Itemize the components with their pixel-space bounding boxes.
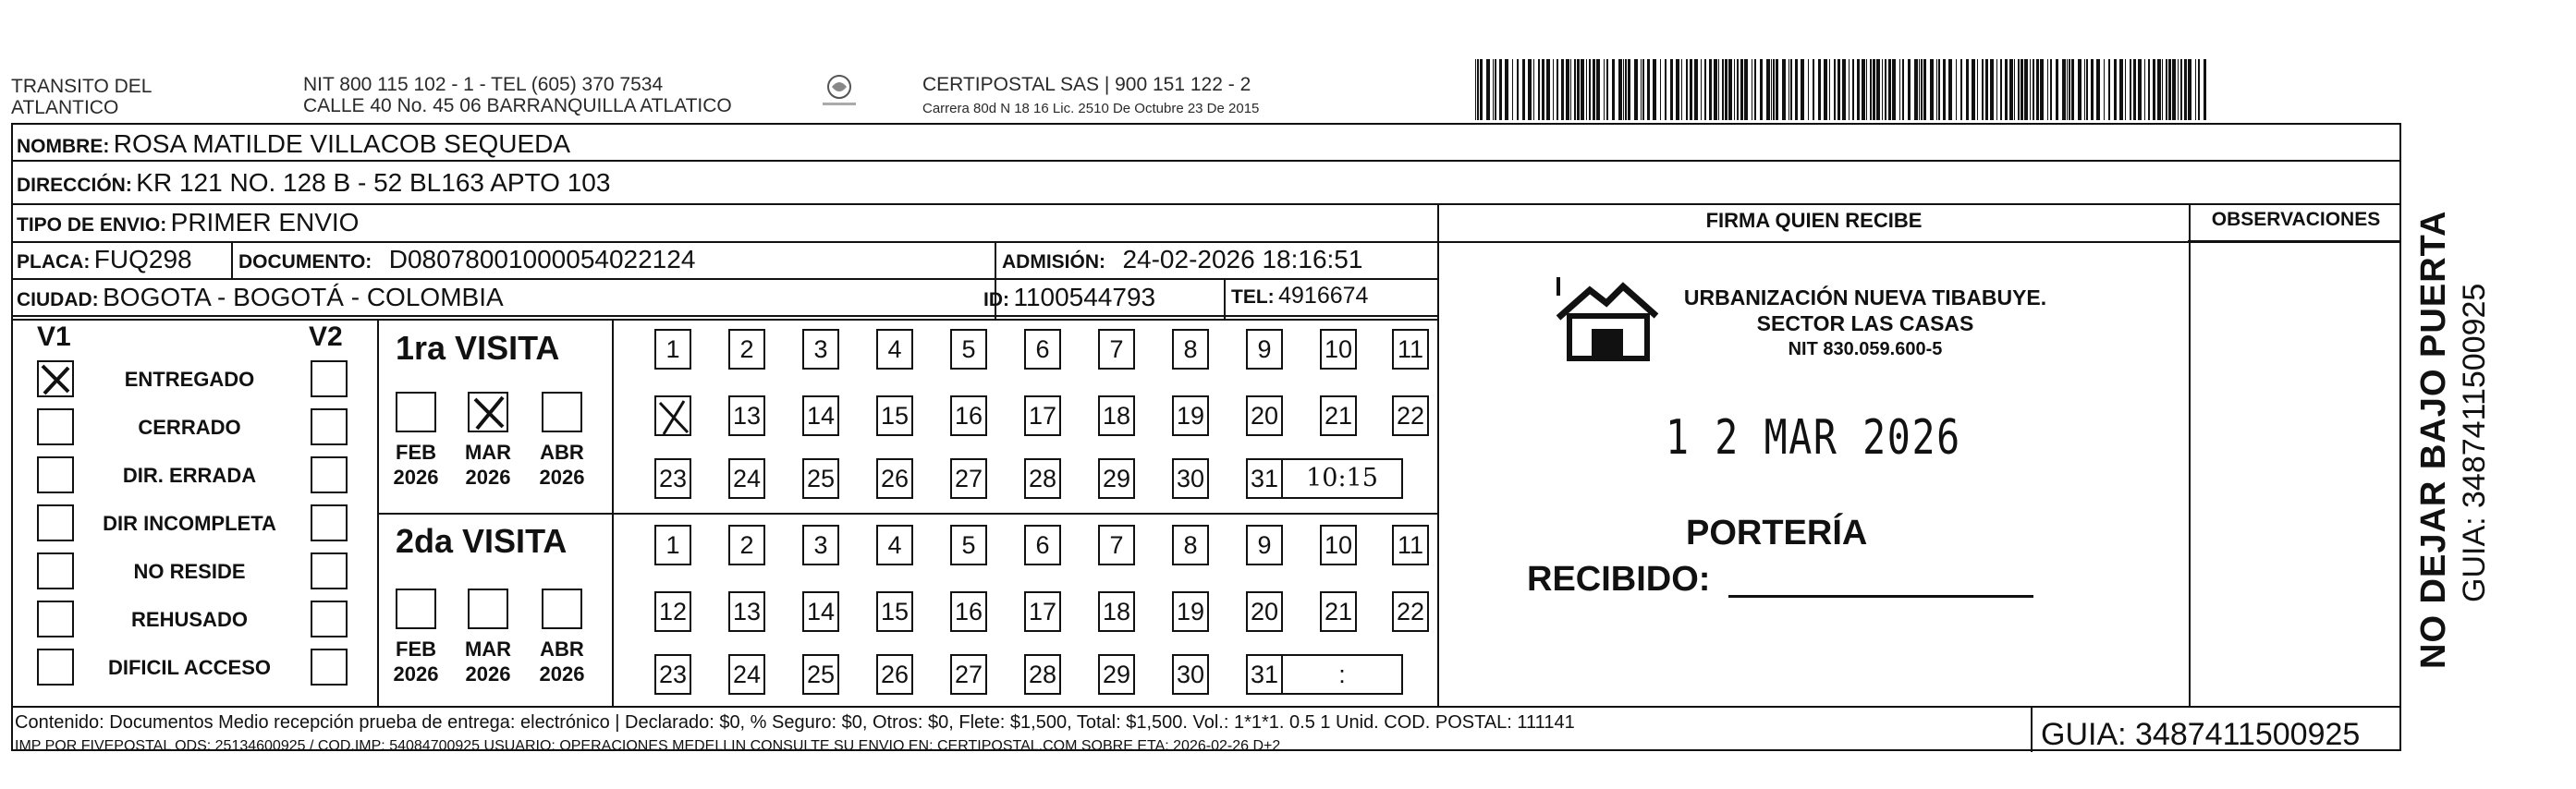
day-cell[interactable]: 29: [1098, 458, 1135, 499]
day-cell[interactable]: 31: [1246, 458, 1283, 499]
month-checkbox[interactable]: [468, 392, 508, 432]
nombre-value: ROSA MATILDE VILLACOB SEQUEDA: [113, 129, 571, 158]
month-year: 2026: [465, 466, 511, 489]
v2-checkbox[interactable]: [311, 649, 348, 686]
nit-line: NIT 800 115 102 - 1 - TEL (605) 370 7534: [303, 74, 664, 95]
day-cell[interactable]: 4: [876, 329, 913, 370]
day-cell[interactable]: 19: [1172, 395, 1209, 436]
day-cell[interactable]: 2: [728, 329, 765, 370]
company-block: [922, 74, 1259, 116]
month-caption: [451, 637, 525, 686]
day-cell[interactable]: 9: [1246, 329, 1283, 370]
day-cell[interactable]: 22: [1392, 591, 1429, 632]
guia-vertical: GUIA: 3487411500925: [2457, 283, 2492, 602]
month-checkbox[interactable]: [396, 392, 436, 432]
placa-row: [17, 245, 192, 274]
visit-1-title: 1ra VISITA: [396, 329, 560, 367]
month-checkbox[interactable]: [396, 589, 436, 629]
day-cell[interactable]: 5: [950, 329, 987, 370]
day-cell[interactable]: 12: [654, 591, 691, 632]
day-cell[interactable]: 21: [1320, 395, 1357, 436]
day-cell[interactable]: 3: [802, 329, 839, 370]
documento-value: D08078001000054022124: [388, 245, 696, 273]
v1-checkbox[interactable]: [37, 408, 74, 445]
day-cell[interactable]: 17: [1024, 395, 1061, 436]
status-label: REHUSADO: [131, 608, 248, 631]
day-cell[interactable]: 13: [728, 395, 765, 436]
tel-label: TEL:: [1231, 286, 1275, 308]
tipo-envio-value: PRIMER ENVIO: [170, 208, 360, 237]
day-cell[interactable]: 28: [1024, 458, 1061, 499]
ciudad-row: [17, 283, 504, 312]
footer-contenido: Contenido: Documentos Medio recepción prueba de entrega: electrónico | Declarado: $0, % Seguro: $0, Otros: $0, Flete: $1,500, Total: $1,500. Vol.: 1*1*1. 0.5 1 Unid. COD. POSTAL: 111141: [15, 712, 1575, 733]
day-cell[interactable]: 28: [1024, 654, 1061, 695]
day-cell[interactable]: 19: [1172, 591, 1209, 632]
id-row: [983, 283, 1155, 312]
month-label: FEB: [396, 637, 436, 661]
receiver-stamp: [1662, 285, 2069, 362]
v2-header: V2: [309, 322, 343, 352]
nombre-label: NOMBRE:: [17, 136, 110, 157]
v2-checkbox[interactable]: [311, 360, 348, 397]
v2-checkbox[interactable]: [311, 552, 348, 589]
no-dejar-bajo-puerta: NO DEJAR BAJO PUERTA: [2414, 210, 2453, 669]
time-field[interactable]: :: [1281, 654, 1403, 695]
day-cell[interactable]: 24: [728, 654, 765, 695]
v2-checkbox[interactable]: [311, 408, 348, 445]
company-address: Carrera 80d N 18 16 Lic. 2510 De Octubre 23 De 2015: [922, 101, 1260, 116]
day-cell[interactable]: 27: [950, 654, 987, 695]
issuer-line-1: TRANSITO DEL: [11, 76, 153, 97]
stamp-line-3: NIT 830.059.600-5: [1788, 339, 1943, 359]
month-checkbox[interactable]: [542, 392, 582, 432]
day-cell[interactable]: 5: [950, 525, 987, 565]
day-cell[interactable]: 15: [876, 591, 913, 632]
v1-checkbox[interactable]: [37, 456, 74, 493]
month-checkbox[interactable]: [542, 589, 582, 629]
day-cell[interactable]: 2: [728, 525, 765, 565]
month-caption: [451, 440, 525, 490]
tipo-envio-row: [17, 208, 359, 237]
stamp-line-2: SECTOR LAS CASAS: [1756, 311, 1974, 335]
month-label: MAR: [464, 441, 512, 464]
v1-header: V1: [37, 322, 71, 352]
v2-checkbox[interactable]: [311, 601, 348, 637]
day-cell[interactable]: 18: [1098, 591, 1135, 632]
month-year: 2026: [539, 662, 585, 686]
month-label: MAR: [464, 637, 512, 661]
nombre-row: [17, 129, 570, 159]
direccion-value: KR 121 NO. 128 B - 52 BL163 APTO 103: [136, 168, 611, 197]
recibido-line: [1728, 595, 2033, 598]
status-label: NO RESIDE: [133, 560, 246, 583]
check-mark-icon: [470, 394, 507, 431]
barcode-icon: [1475, 59, 2211, 120]
check-mark-icon: [39, 362, 72, 395]
day-cell[interactable]: 1: [654, 329, 691, 370]
day-cell[interactable]: 21: [1320, 591, 1357, 632]
day-cell[interactable]: 3: [802, 525, 839, 565]
status-label: CERRADO: [138, 416, 241, 439]
date-stamp: 1 2 MAR 2026: [1666, 410, 1961, 466]
v2-checkbox[interactable]: [311, 456, 348, 493]
day-cell[interactable]: 30: [1172, 654, 1209, 695]
v2-checkbox[interactable]: [311, 504, 348, 541]
status-label: DIFICIL ACCESO: [107, 656, 271, 679]
day-cell[interactable]: 24: [728, 458, 765, 499]
tel-value: 4916674: [1278, 283, 1369, 309]
admision-row: [1002, 245, 1362, 274]
day-cell[interactable]: 20: [1246, 591, 1283, 632]
day-cell[interactable]: 11: [1392, 525, 1429, 565]
day-cell[interactable]: 14: [802, 591, 839, 632]
day-cell[interactable]: 23: [654, 654, 691, 695]
issuer-contact: [303, 74, 732, 116]
tipo-envio-label: TIPO DE ENVIO:: [17, 214, 167, 236]
documento-row: [238, 245, 695, 274]
admision-label: ADMISIÓN:: [1002, 251, 1105, 273]
footer-impresion: IMP POR FIVEPOSTAL ODS: 25134600925 / COD.IMP: 54084700925 USUARIO: OPERACIONES MEDELLIN CONSULTE SU ENVIO EN: CERTIPOSTAL.COM SOBRE ETA: 2026-02-26 D+2: [15, 738, 1281, 754]
day-cell[interactable]: 29: [1098, 654, 1135, 695]
day-cell[interactable]: 23: [654, 458, 691, 499]
house-stamp-icon: [1553, 277, 1664, 366]
day-cell[interactable]: 15: [876, 395, 913, 436]
day-cell[interactable]: 31: [1246, 654, 1283, 695]
ciudad-label: CIUDAD:: [17, 289, 99, 310]
day-cell[interactable]: 7: [1098, 329, 1135, 370]
day-cell[interactable]: 27: [950, 458, 987, 499]
certipostal-logo-icon: [819, 72, 860, 113]
month-caption: [525, 440, 599, 490]
status-label: ENTREGADO: [124, 368, 255, 391]
day-cell[interactable]: 25: [802, 458, 839, 499]
stamp-line-1: URBANIZACIÓN NUEVA TIBABUYE.: [1683, 285, 2047, 310]
day-strike-icon: [656, 397, 693, 448]
status-label: DIR INCOMPLETA: [103, 512, 276, 535]
day-cell[interactable]: 17: [1024, 591, 1061, 632]
month-caption: [379, 440, 453, 490]
admision-value: 24-02-2026 18:16:51: [1122, 245, 1363, 273]
day-cell[interactable]: 26: [876, 654, 913, 695]
direccion-label: DIRECCIÓN:: [17, 175, 132, 196]
issuer-name: [11, 76, 152, 118]
day-cell[interactable]: 9: [1246, 525, 1283, 565]
day-cell[interactable]: 8: [1172, 329, 1209, 370]
month-year: 2026: [539, 466, 585, 489]
day-cell[interactable]: 8: [1172, 525, 1209, 565]
placa-label: PLACA:: [17, 251, 91, 273]
direccion-row: [17, 168, 610, 198]
day-cell[interactable]: 1: [654, 525, 691, 565]
id-value: 1100544793: [1013, 283, 1156, 311]
v1-checkbox[interactable]: [37, 504, 74, 541]
day-cell[interactable]: 18: [1098, 395, 1135, 436]
month-year: 2026: [393, 466, 439, 489]
day-cell[interactable]: 16: [950, 395, 987, 436]
month-year: 2026: [393, 662, 439, 686]
day-cell[interactable]: 10: [1320, 525, 1357, 565]
month-year: 2026: [465, 662, 511, 686]
v1-checkbox[interactable]: [37, 360, 74, 397]
time-field[interactable]: 10:15: [1281, 458, 1403, 499]
month-caption: [525, 637, 599, 686]
status-label: DIR. ERRADA: [122, 464, 257, 487]
issuer-line-2: ATLANTICO: [11, 97, 119, 118]
observaciones-header: OBSERVACIONES: [2211, 209, 2381, 230]
documento-label: DOCUMENTO:: [238, 251, 372, 273]
v1-checkbox[interactable]: [37, 552, 74, 589]
day-cell[interactable]: 26: [876, 458, 913, 499]
recibido-label: RECIBIDO:: [1527, 560, 1711, 599]
month-caption: [379, 637, 453, 686]
day-cell[interactable]: 10: [1320, 329, 1357, 370]
tel-row: [1231, 283, 1368, 310]
porteria-stamp: PORTERÍA: [1686, 514, 1868, 552]
placa-value: FUQ298: [93, 245, 192, 273]
month-checkbox[interactable]: [468, 589, 508, 629]
visit-2-title: 2da VISITA: [396, 522, 568, 560]
day-cell[interactable]: 14: [802, 395, 839, 436]
day-cell[interactable]: 25: [802, 654, 839, 695]
day-cell[interactable]: [654, 395, 691, 436]
day-cell[interactable]: 4: [876, 525, 913, 565]
ciudad-value: BOGOTA - BOGOTÁ - COLOMBIA: [103, 283, 504, 311]
v1-checkbox[interactable]: [37, 601, 74, 637]
v1-checkbox[interactable]: [37, 649, 74, 686]
firma-header: FIRMA QUIEN RECIBE: [1705, 209, 1923, 232]
month-label: ABR: [540, 637, 584, 661]
id-label: ID:: [983, 289, 1009, 310]
month-label: ABR: [540, 441, 584, 464]
address-line: CALLE 40 No. 45 06 BARRANQUILLA ATLATICO: [303, 95, 732, 116]
footer-guia: GUIA: 3487411500925: [2041, 717, 2361, 752]
day-cell[interactable]: 7: [1098, 525, 1135, 565]
day-cell[interactable]: 22: [1392, 395, 1429, 436]
day-cell[interactable]: 30: [1172, 458, 1209, 499]
day-cell[interactable]: 13: [728, 591, 765, 632]
day-cell[interactable]: 6: [1024, 525, 1061, 565]
day-cell[interactable]: 6: [1024, 329, 1061, 370]
day-cell[interactable]: 16: [950, 591, 987, 632]
day-cell[interactable]: 11: [1392, 329, 1429, 370]
month-label: FEB: [396, 441, 436, 464]
company-name: CERTIPOSTAL SAS | 900 151 122 - 2: [922, 74, 1251, 95]
day-cell[interactable]: 20: [1246, 395, 1283, 436]
